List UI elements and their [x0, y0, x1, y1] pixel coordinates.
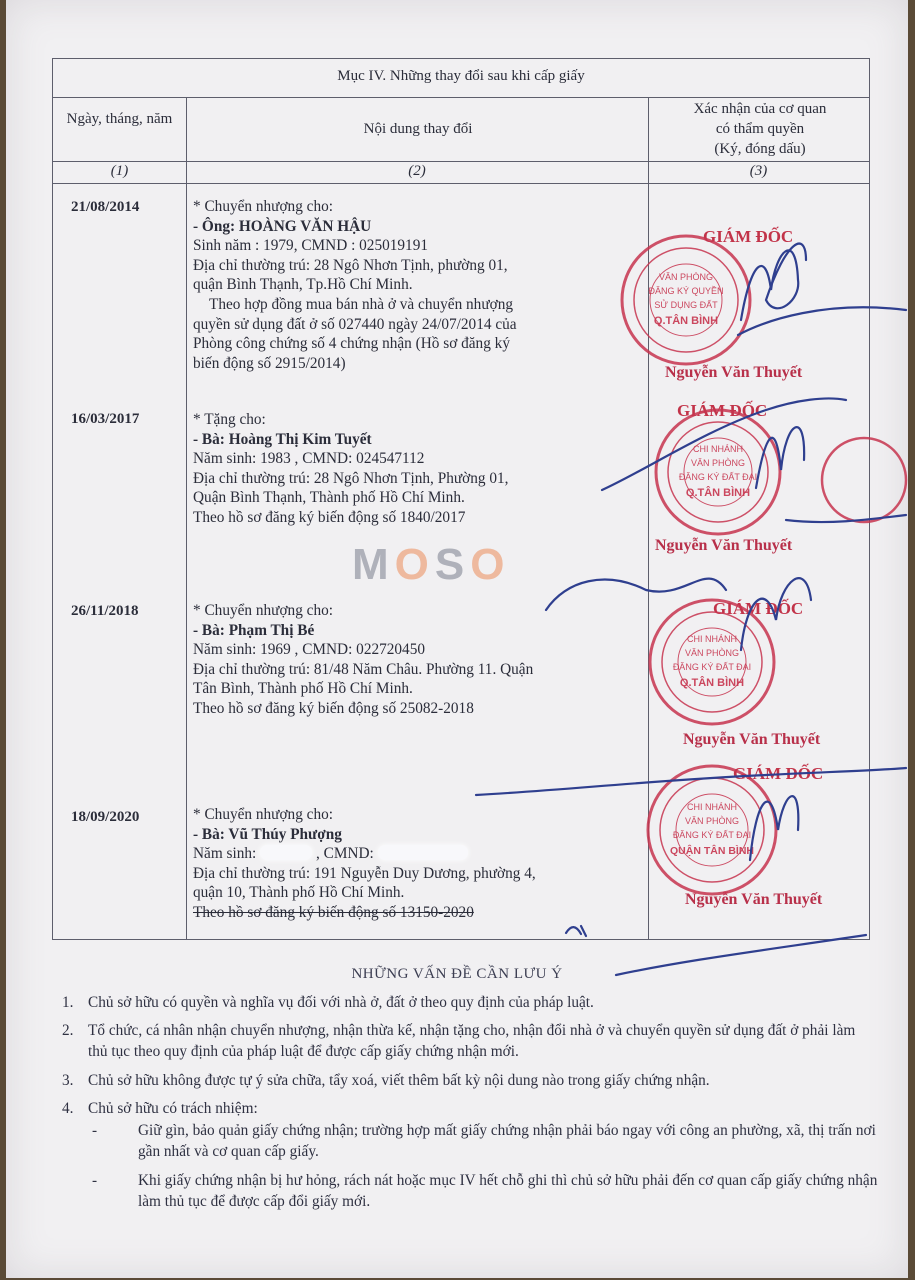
stamp-title: GIÁM ĐỐC	[677, 401, 768, 420]
redacted-field	[260, 845, 312, 860]
changes-table	[52, 58, 870, 940]
seal-text: Q.TÂN BÌNH	[685, 487, 751, 499]
col-num-3: (3)	[749, 163, 768, 179]
seal-text: SỬ DỤNG ĐẤT	[654, 300, 718, 310]
stamp-title: GIÁM ĐỐC	[713, 599, 804, 618]
seal-text: CHI NHÁNH	[692, 444, 744, 454]
table-divider	[53, 97, 869, 98]
redacted-field	[378, 845, 468, 860]
stamp-signer-name: Nguyễn Văn Thuyết	[665, 364, 803, 381]
seal-text: VĂN PHÒNG	[690, 458, 746, 468]
seal-text: CHI NHÁNH	[686, 802, 738, 812]
seal-text: QUẬN TÂN BÌNH	[670, 845, 754, 857]
entry-content: * Tặng cho: - Bà: Hoàng Thị Kim Tuyết Năm sinh: 1983 , CMND: 024547112 Địa chỉ thường trú: 28 Ngô Nhơn Tịnh, Phường 01, Quận Bình Thạnh, Thành phố Hồ Chí Minh. Theo hồ sơ đăng ký biến động số 1840/2017	[193, 411, 509, 526]
notes-title: NHỮNG VẤN ĐỀ CẦN LƯU Ý	[351, 966, 563, 982]
entry-date: 21/08/2014	[71, 199, 140, 215]
entry-content: * Chuyển nhượng cho: - Bà: Phạm Thị Bé Năm sinh: 1969 , CMND: 022720450 Địa chỉ thường trú: 81/48 Năm Châu. Phường 11. Quận Tân Bình, Thành phố Hồ Chí Minh. Theo hồ sơ đăng ký biến động số 25082-2018	[193, 602, 534, 717]
entry-content: * Chuyển nhượng cho: - Ông: HOÀNG VĂN HẬU Sinh năm : 1979, CMND : 025019191 Địa chỉ thường trú: 28 Ngô Nhơn Tịnh, phường 01, quận Bình Thạnh, Tp.Hồ Chí Minh. Theo hợp đồng mua bán nhà ở và chuyển nhượng quyền sử dụng đất ở số 027440 ngày 24/07/2014 của Phòng công chứng số 4 chứng nhận (Hồ sơ đăng ký biến động số 2915/2014)	[193, 198, 517, 372]
watermark: MOSO	[352, 540, 511, 589]
col-num-1: (1)	[110, 163, 129, 179]
seal-text: VĂN PHÒNG	[658, 272, 714, 282]
stamp-signer-name: Nguyễn Văn Thuyết	[685, 891, 823, 908]
col-date-header: Ngày, tháng, năm	[66, 111, 173, 127]
stamp-signer-name: Nguyễn Văn Thuyết	[655, 537, 793, 554]
entry-date: 16/03/2017	[71, 411, 140, 427]
seal-text: ĐĂNG KÝ ĐẤT ĐAI	[678, 472, 758, 482]
seal-text: ĐĂNG KÝ ĐẤT ĐAI	[672, 662, 752, 672]
seal-text: CHI NHÁNH	[686, 634, 738, 644]
column-divider	[648, 97, 649, 939]
table-divider	[53, 183, 869, 184]
section-title: Mục IV. Những thay đổi sau khi cấp giấy	[337, 68, 585, 84]
table-divider	[53, 161, 869, 162]
stamp-signer-name: Nguyễn Văn Thuyết	[683, 731, 821, 748]
col-confirm-header: Xác nhận của cơ quan có thẩm quyền (Ký, đóng dấu)	[693, 101, 827, 157]
seal-text: VĂN PHÒNG	[684, 648, 740, 658]
column-divider	[186, 97, 187, 939]
stamp-title: GIÁM ĐỐC	[733, 764, 824, 783]
col-content-header: Nội dung thay đổi	[363, 121, 473, 137]
seal-text: Q.TÂN BÌNH	[653, 315, 719, 327]
entry-date: 18/09/2020	[71, 809, 140, 825]
col-num-2: (2)	[408, 163, 426, 179]
seal-text: Q.TÂN BÌNH	[679, 677, 745, 689]
stamp-title: GIÁM ĐỐC	[703, 227, 794, 246]
entry-content: * Chuyển nhượng cho: - Bà: Vũ Thúy Phượng Năm sinh: , CMND: Địa chỉ thường trú: 191 Nguyễn Duy Dương, phường 4, quận 10, Thành phố Hồ Chí Minh. Theo hồ sơ đăng ký biến động số 13150-2020	[193, 806, 536, 921]
certificate-page: Mục IV. Những thay đổi sau khi cấp giấy Ngày, tháng, năm Nội dung thay đổi Xác nhận của cơ quan có thẩm quyền (Ký, đóng dấu) (1) (2) (3) 21/08/2014 * Chuyển nhượng cho: - Ông: HOÀNG VĂN HẬU Sinh năm : 1979, CMND : 025019191 Địa chỉ thường trú: 28 Ngô Nhơn Tịnh, phường 01, quận Bình Thạnh, Tp.Hồ Chí Minh. Theo hợp đồng mua bán nhà ở và chuyển nhượng quyền sử dụng đất ở số 027440 ngày 24/07/2014 của Phòng công chứng số 4 chứng nhận (Hồ sơ đăng ký biến động số 2915/2014) 16/03/2017 * Tặng cho: - Bà: Hoàng Thị Kim Tuyết Năm sinh: 1983 , CMND: 024547112 Địa chỉ thường trú: 28 Ngô Nhơn Tịnh, Phường 01, Quận Bình Thạnh, Thành phố Hồ Chí Minh. Theo hồ sơ đăng ký biến động số 1840/2017 26/11/2018 * Chuyển nhượng cho: - Bà: Phạm Thị Bé Năm sinh: 1969 , CMND: 022720450 Địa chỉ thường trú: 81/48 Năm Châu. Phường 11. Quận Tân Bình, Thành phố Hồ Chí Minh. Theo hồ sơ đăng ký biến động số 25082-2018 18/09/2020 * Chuyển nhượng cho: - Bà: Vũ Thúy Phượng Năm sinh: , CMND: Địa chỉ thường trú: 191 Nguyễn Duy Dương, phường 4, quận 10, Thành phố Hồ Chí Minh. Theo hồ sơ đăng ký biến động số 13150-2020 GIÁM ĐỐC Nguyễn Văn Thuyết GIÁM ĐỐC Nguyễn Văn Thuyết GIÁM ĐỐC Nguyễn Văn Thuyết GIÁM ĐỐC Nguyễn Văn Thuyết VĂN PHÒNG ĐĂNG KÝ QUYỀN SỬ DỤNG ĐẤT Q.TÂN BÌNH CHI NHÁNH VĂN PHÒNG ĐĂNG KÝ ĐẤT ĐAI Q.TÂN BÌNH CHI NHÁNH VĂN PHÒNG ĐĂNG KÝ ĐẤT ĐAI Q.TÂN BÌNH CHI NHÁNH VĂN PHÒNG ĐĂNG KÝ ĐẤT ĐAI QUẬN TÂN BÌNH MOSO NHỮNG VẤN ĐỀ CẦN LƯU Ý 1. Chủ sở hữu có quyền và nghĩa vụ đối với nhà ở, đất ở theo quy định của pháp luật. 2. Tổ chức, cá nhân nhận chuyển nhượng, nhận thừa kế, nhận tặng cho, nhận đổi nhà ở và chuyển quyền sử dụng đất ở phải làm thủ tục theo quy định của pháp luật để được cấp giấy chứng nhận mới. 3. Chủ sở hữu không được tự ý sửa chữa, tẩy xoá, viết thêm bất kỳ nội dung nào trong giấy chứng nhận. 4. Chủ sở hữu có trách nhiệm: - Giữ gìn, bảo quản giấy chứng nhận; trường hợp mất giấy chứng nhận phải báo ngay với công an phường, xã, thị trấn nơi gần nhất và cơ quan cấp giấy. - Khi giấy chứng nhận bị hư hỏng, rách nát hoặc mục IV hết chỗ ghi thì chủ sở hữu phải đến cơ quan cấp giấy chứng nhận làm thủ tục để được cấp đổi giấy mới.	[6, 0, 908, 1278]
seal-text: VĂN PHÒNG	[684, 816, 740, 826]
entry-date: 26/11/2018	[71, 603, 139, 619]
seal-text: ĐĂNG KÝ ĐẤT ĐAI	[672, 830, 752, 840]
seal-text: ĐĂNG KÝ QUYỀN	[648, 286, 724, 296]
